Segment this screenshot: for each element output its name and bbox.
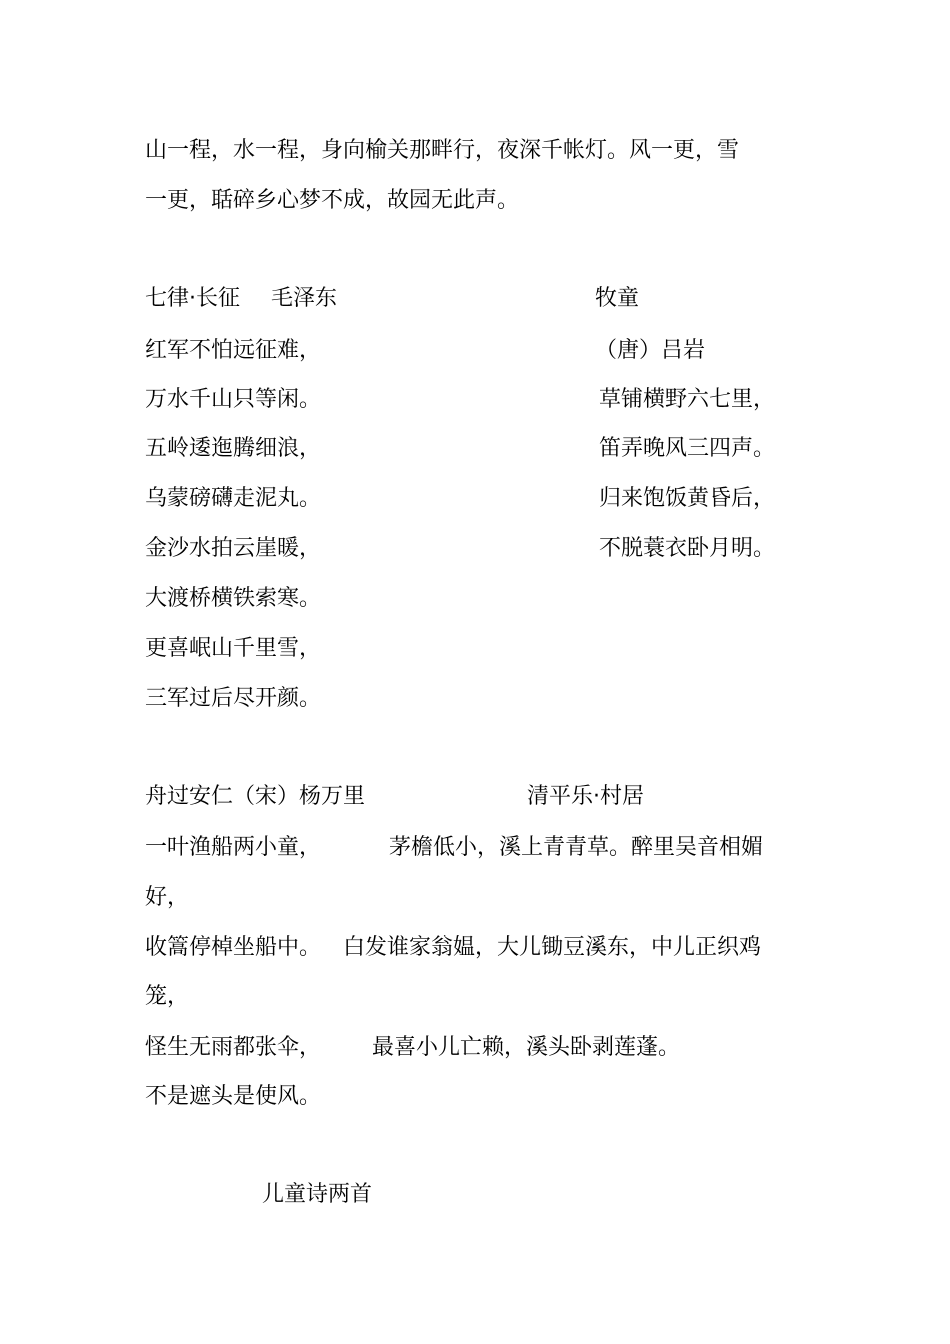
poem-changzheng-line: 红军不怕远征难， — [145, 338, 322, 363]
poem-changzheng-line: 更喜岷山千里雪， — [145, 636, 322, 661]
poem-mutong-line: 笛弄晚风三四声。 — [599, 436, 776, 461]
poem-qingpingyue-line-wrap: 好， — [145, 885, 190, 910]
poem-qingpingyue-line-wrap: 笼， — [145, 984, 190, 1009]
intro-line-2: 一更，聒碎乡心梦不成，故园无此声。 — [145, 188, 520, 213]
poem-changzheng-line: 三军过后尽开颜。 — [145, 686, 322, 711]
poem-mutong-title: 牧童 — [595, 286, 640, 311]
section-heading: 儿童诗两首 — [262, 1182, 373, 1207]
poem-qingpingyue-line: 白发谁家翁媪，大儿锄豆溪东，中儿正织鸡 — [343, 935, 762, 960]
poem-qingpingyue-title: 清平乐·村居 — [527, 784, 644, 809]
poem-changzheng-author: 毛泽东 — [271, 286, 338, 311]
poem-changzheng-line: 五岭逶迤腾细浪， — [145, 436, 322, 461]
poem-changzheng-line: 金沙水拍云崖暖， — [145, 536, 322, 561]
poem-mutong-line: 不脱蓑衣卧月明。 — [599, 536, 776, 561]
poem-changzheng-line: 乌蒙磅礴走泥丸。 — [145, 486, 322, 511]
poem-mutong-author: （唐）吕岩 — [595, 338, 706, 363]
poem-zhouguo-line: 收篙停棹坐船中。 — [145, 935, 322, 960]
poem-qingpingyue-line: 茅檐低小，溪上青青草。醉里吴音相媚 — [389, 835, 764, 860]
poem-zhouguo-title: 舟过安仁（宋）杨万里 — [145, 784, 366, 809]
poem-zhouguo-line: 不是遮头是使风。 — [145, 1084, 322, 1109]
poem-mutong-line: 归来饱饭黄昏后， — [599, 486, 776, 511]
intro-line-1: 山一程，水一程，身向榆关那畔行，夜深千帐灯。风一更，雪 — [145, 138, 740, 163]
poem-changzheng-line: 万水千山只等闲。 — [145, 387, 322, 412]
poem-zhouguo-line: 一叶渔船两小童， — [145, 835, 322, 860]
poem-mutong-line: 草铺横野六七里， — [599, 387, 776, 412]
poem-changzheng-line: 大渡桥横铁索寒。 — [145, 586, 322, 611]
poem-zhouguo-line: 怪生无雨都张伞， — [145, 1035, 322, 1060]
poem-qingpingyue-line: 最喜小儿亡赖，溪头卧剥莲蓬。 — [372, 1035, 681, 1060]
poem-changzheng-title: 七律·长征 — [145, 286, 240, 311]
